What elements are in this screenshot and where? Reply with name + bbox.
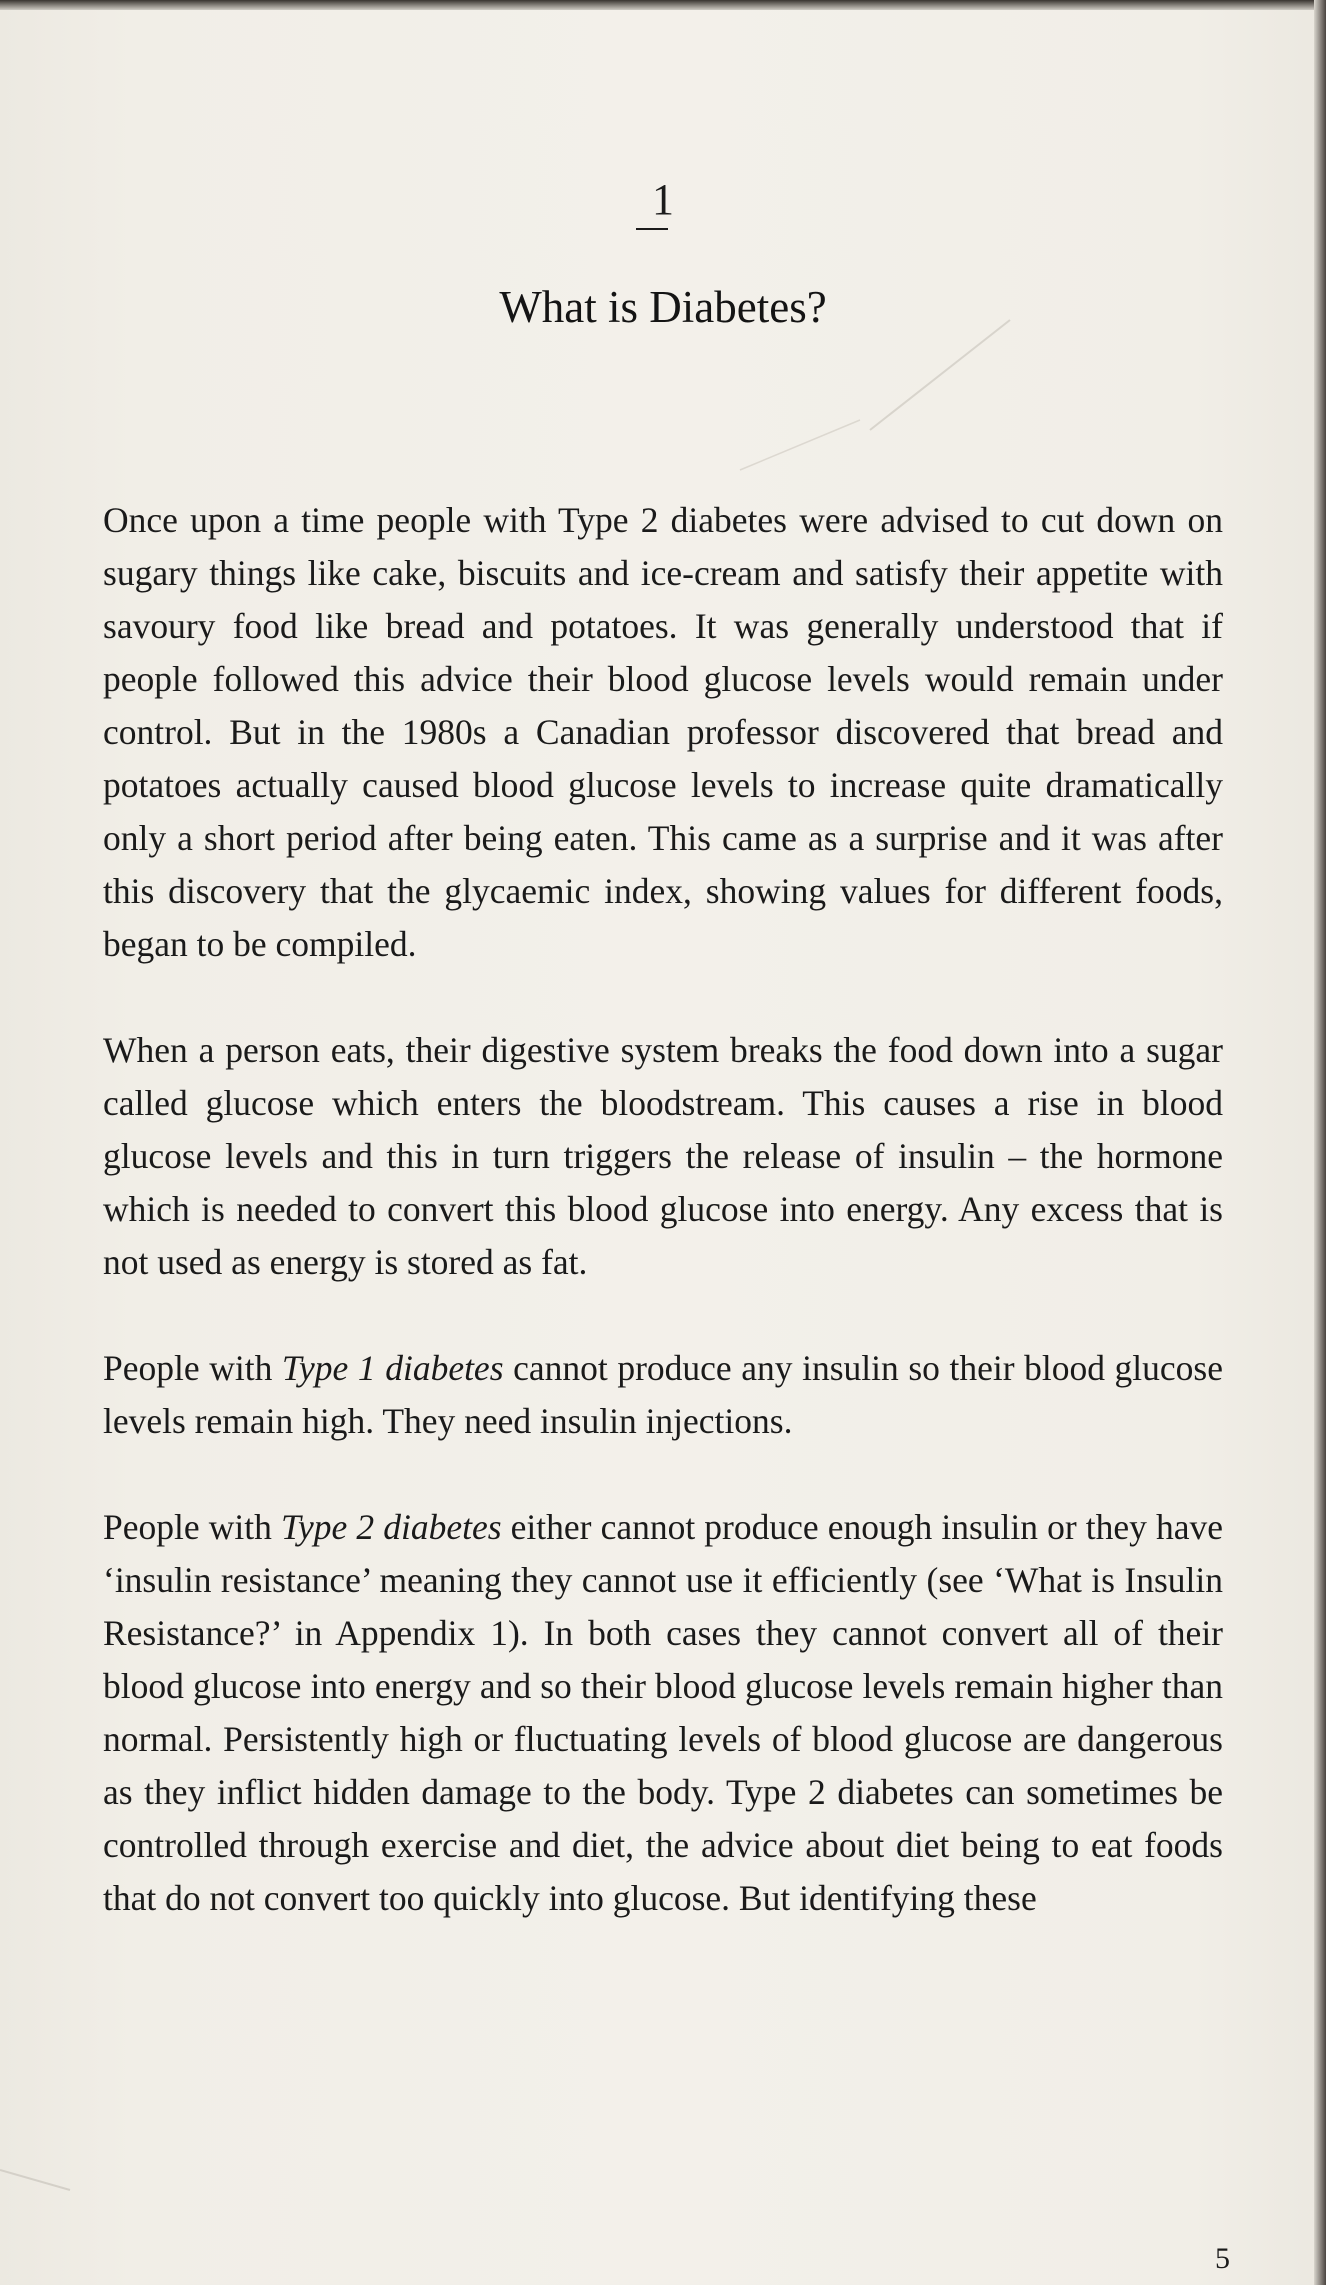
paragraph-emphasis: Type 2 diabetes [280, 1507, 502, 1547]
paragraph-text: People with [103, 1348, 282, 1388]
body-text [103, 494, 1223, 1978]
scan-edge-top [0, 0, 1326, 10]
paragraph [103, 1342, 1223, 1448]
chapter-number: 1 [652, 175, 674, 224]
paragraph-text: When a person eats, their digestive system breaks the food down into a sugar called glucose which enters the bloodstream. This causes a rise in blood glucose levels and this in turn triggers the release of insulin – the hormone which is needed to convert this blood glucose into energy. Any excess that is not used as energy is stored as fat. [103, 1030, 1223, 1282]
paragraph-text: People with [103, 1507, 281, 1547]
paragraph-emphasis: Type 1 diabetes [281, 1348, 504, 1388]
paragraph-text: Once upon a time people with Type 2 diabetes were advised to cut down on sugary things like cake, biscuits and ice-cream and satisfy their appetite with savoury food like bread and potatoes. It was generally understood that if people followed this advice their blood glucose levels would remain under control. But in the 1980s a Canadian professor discovered that bread and potatoes actually caused blood glucose levels to increase quite dramatically only a short period after being eaten. This came as a surprise and it was after this discovery that the glycaemic index, showing values for different foods, began to be compiled. [103, 500, 1223, 964]
page-number: 5 [1215, 2242, 1230, 2275]
chapter-title: What is Diabetes? [499, 282, 827, 332]
paragraph [103, 494, 1223, 971]
paragraph-text: either cannot produce enough insulin or they have ‘insulin resistance’ meaning they cannot use it efficiently (see ‘What is Insulin Resistance?’ in Appendix 1). In both cases they cannot convert all of their blood glucose into energy and so their blood glucose levels remain higher than normal. Persistently high or fluctuating levels of blood glucose are dangerous as they inflict hidden damage to the body. Type 2 diabetes can sometimes be controlled through exercise and diet, the advice about diet being to eat foods that do not convert too quickly into glucose. But identifying these [103, 1507, 1223, 1918]
chapter-number-underline [636, 228, 668, 230]
scan-edge-right [1314, 0, 1326, 2285]
paragraph [103, 1501, 1223, 1925]
paragraph [103, 1024, 1223, 1289]
paragraph-text: cannot produce any insulin so their blood glucose levels remain high. They need insulin injections. [103, 1348, 1223, 1441]
